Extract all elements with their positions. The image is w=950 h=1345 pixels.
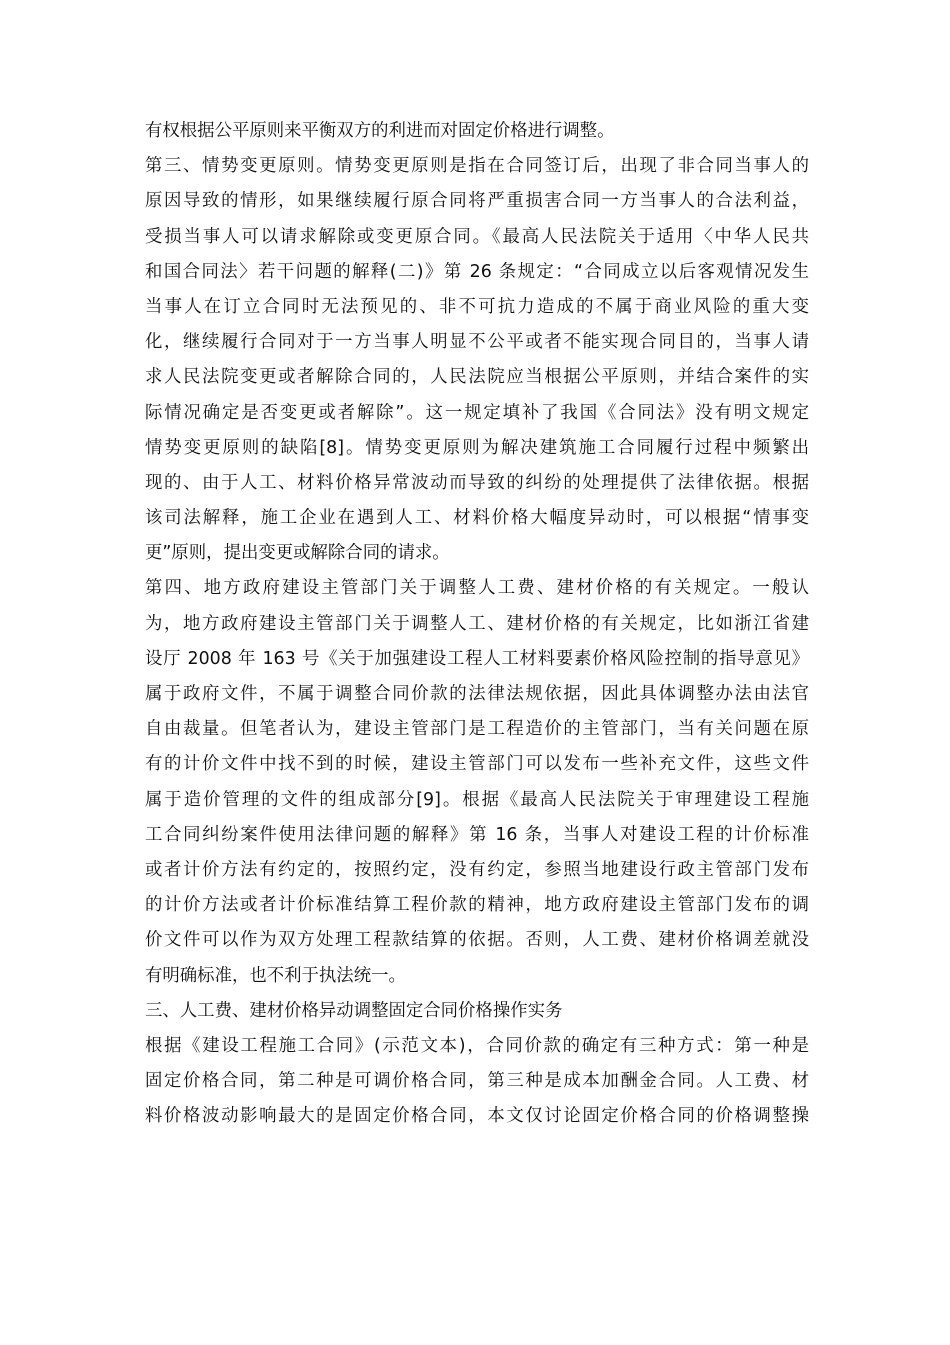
text-line: 为，地方政府建设主管部门关于调整人工、建材价格的有关规定，比如浙江省建	[145, 613, 809, 634]
text-line: 当事人在订立合同时无法预见的、非不可抗力造成的不属于商业风险的重大变	[145, 296, 809, 317]
text-line: 设厅 2008 年 163 号《关于加强建设工程人工材料要素价格风险控制的指导意见》	[145, 648, 809, 669]
text-line: 工合同纠纷案件使用法律问题的解释》第 16 条，当事人对建设工程的计价标准	[145, 824, 809, 845]
document-body	[145, 114, 809, 1134]
text-line: 固定价格合同，第二种是可调价格合同，第三种是成本加酬金合同。人工费、材	[145, 1071, 809, 1092]
text-line: 原因导致的情形，如果继续履行原合同将严重损害合同一方当事人的合法利益，	[145, 191, 809, 212]
text-line: 价文件可以作为双方处理工程款结算的依据。否则，人工费、建材价格调差就没	[145, 930, 809, 951]
text-line: 受损当事人可以请求解除或变更原合同。《最高人民法院关于适用〈中华人民共	[145, 226, 809, 247]
text-line: 的计价方法或者计价标准结算工程价款的精神，地方政府建设主管部门发布的调	[145, 895, 809, 916]
text-line: 属于政府文件，不属于调整合同价款的法律法规依据，因此具体调整办法由法官	[145, 684, 809, 704]
text-line: 第四、地方政府建设主管部门关于调整人工费、建材价格的有关规定。一般认	[145, 578, 809, 599]
text-line: 现的、由于人工、材料价格异常波动而导致的纠纷的处理提供了法律依据。根据	[145, 472, 809, 493]
text-line: 有的计价文件中找不到的时候，建设主管部门可以发布一些补充文件，这些文件	[145, 754, 809, 775]
text-line: 有明确标准，也不利于执法统一。	[145, 965, 406, 986]
text-line: 有权根据公平原则来平衡双方的利进而对固定价格进行调整。	[145, 121, 615, 141]
text-line: 求人民法院变更或者解除合同的，人民法院应当根据公平原则，并结合案件的实	[145, 367, 809, 388]
text-line: 或者计价方法有约定的，按照约定，没有约定，参照当地建设行政主管部门发布	[145, 859, 809, 880]
text-line: 化，继续履行合同对于一方当事人明显不公平或者不能实现合同目的，当事人请	[145, 332, 809, 353]
text-line: 更”原则，提出变更或解除合同的请求。	[145, 543, 450, 564]
text-line: 际情况确定是否变更或者解除”。这一规定填补了我国《合同法》没有明文规定	[145, 402, 809, 423]
section-heading: 三、人工费、建材价格异动调整固定合同价格操作实务	[145, 1000, 563, 1021]
text-line: 情势变更原则的缺陷[8]。情势变更原则为解决建筑施工合同履行过程中频繁出	[145, 437, 809, 458]
text-line: 该司法解释，施工企业在遇到人工、材料价格大幅度异动时，可以根据“情事变	[145, 508, 809, 529]
text-line: 根据《建设工程施工合同》(示范文本)，合同价款的确定有三种方式：第一种是	[145, 1035, 809, 1056]
text-line: 和国合同法〉若干问题的解释(二)》第 26 条规定：“合同成立以后客观情况发生	[145, 261, 809, 282]
text-line: 第三、情势变更原则。情势变更原则是指在合同签订后，出现了非合同当事人的	[145, 156, 809, 177]
text-line: 自由裁量。但笔者认为，建设主管部门是工程造价的主管部门，当有关问题在原	[145, 719, 809, 740]
text-line: 料价格波动影响最大的是固定价格合同，本文仅讨论固定价格合同的价格调整操	[145, 1106, 809, 1127]
text-line: 属于造价管理的文件的组成部分[9]。根据《最高人民法院关于审理建设工程施	[145, 789, 809, 810]
